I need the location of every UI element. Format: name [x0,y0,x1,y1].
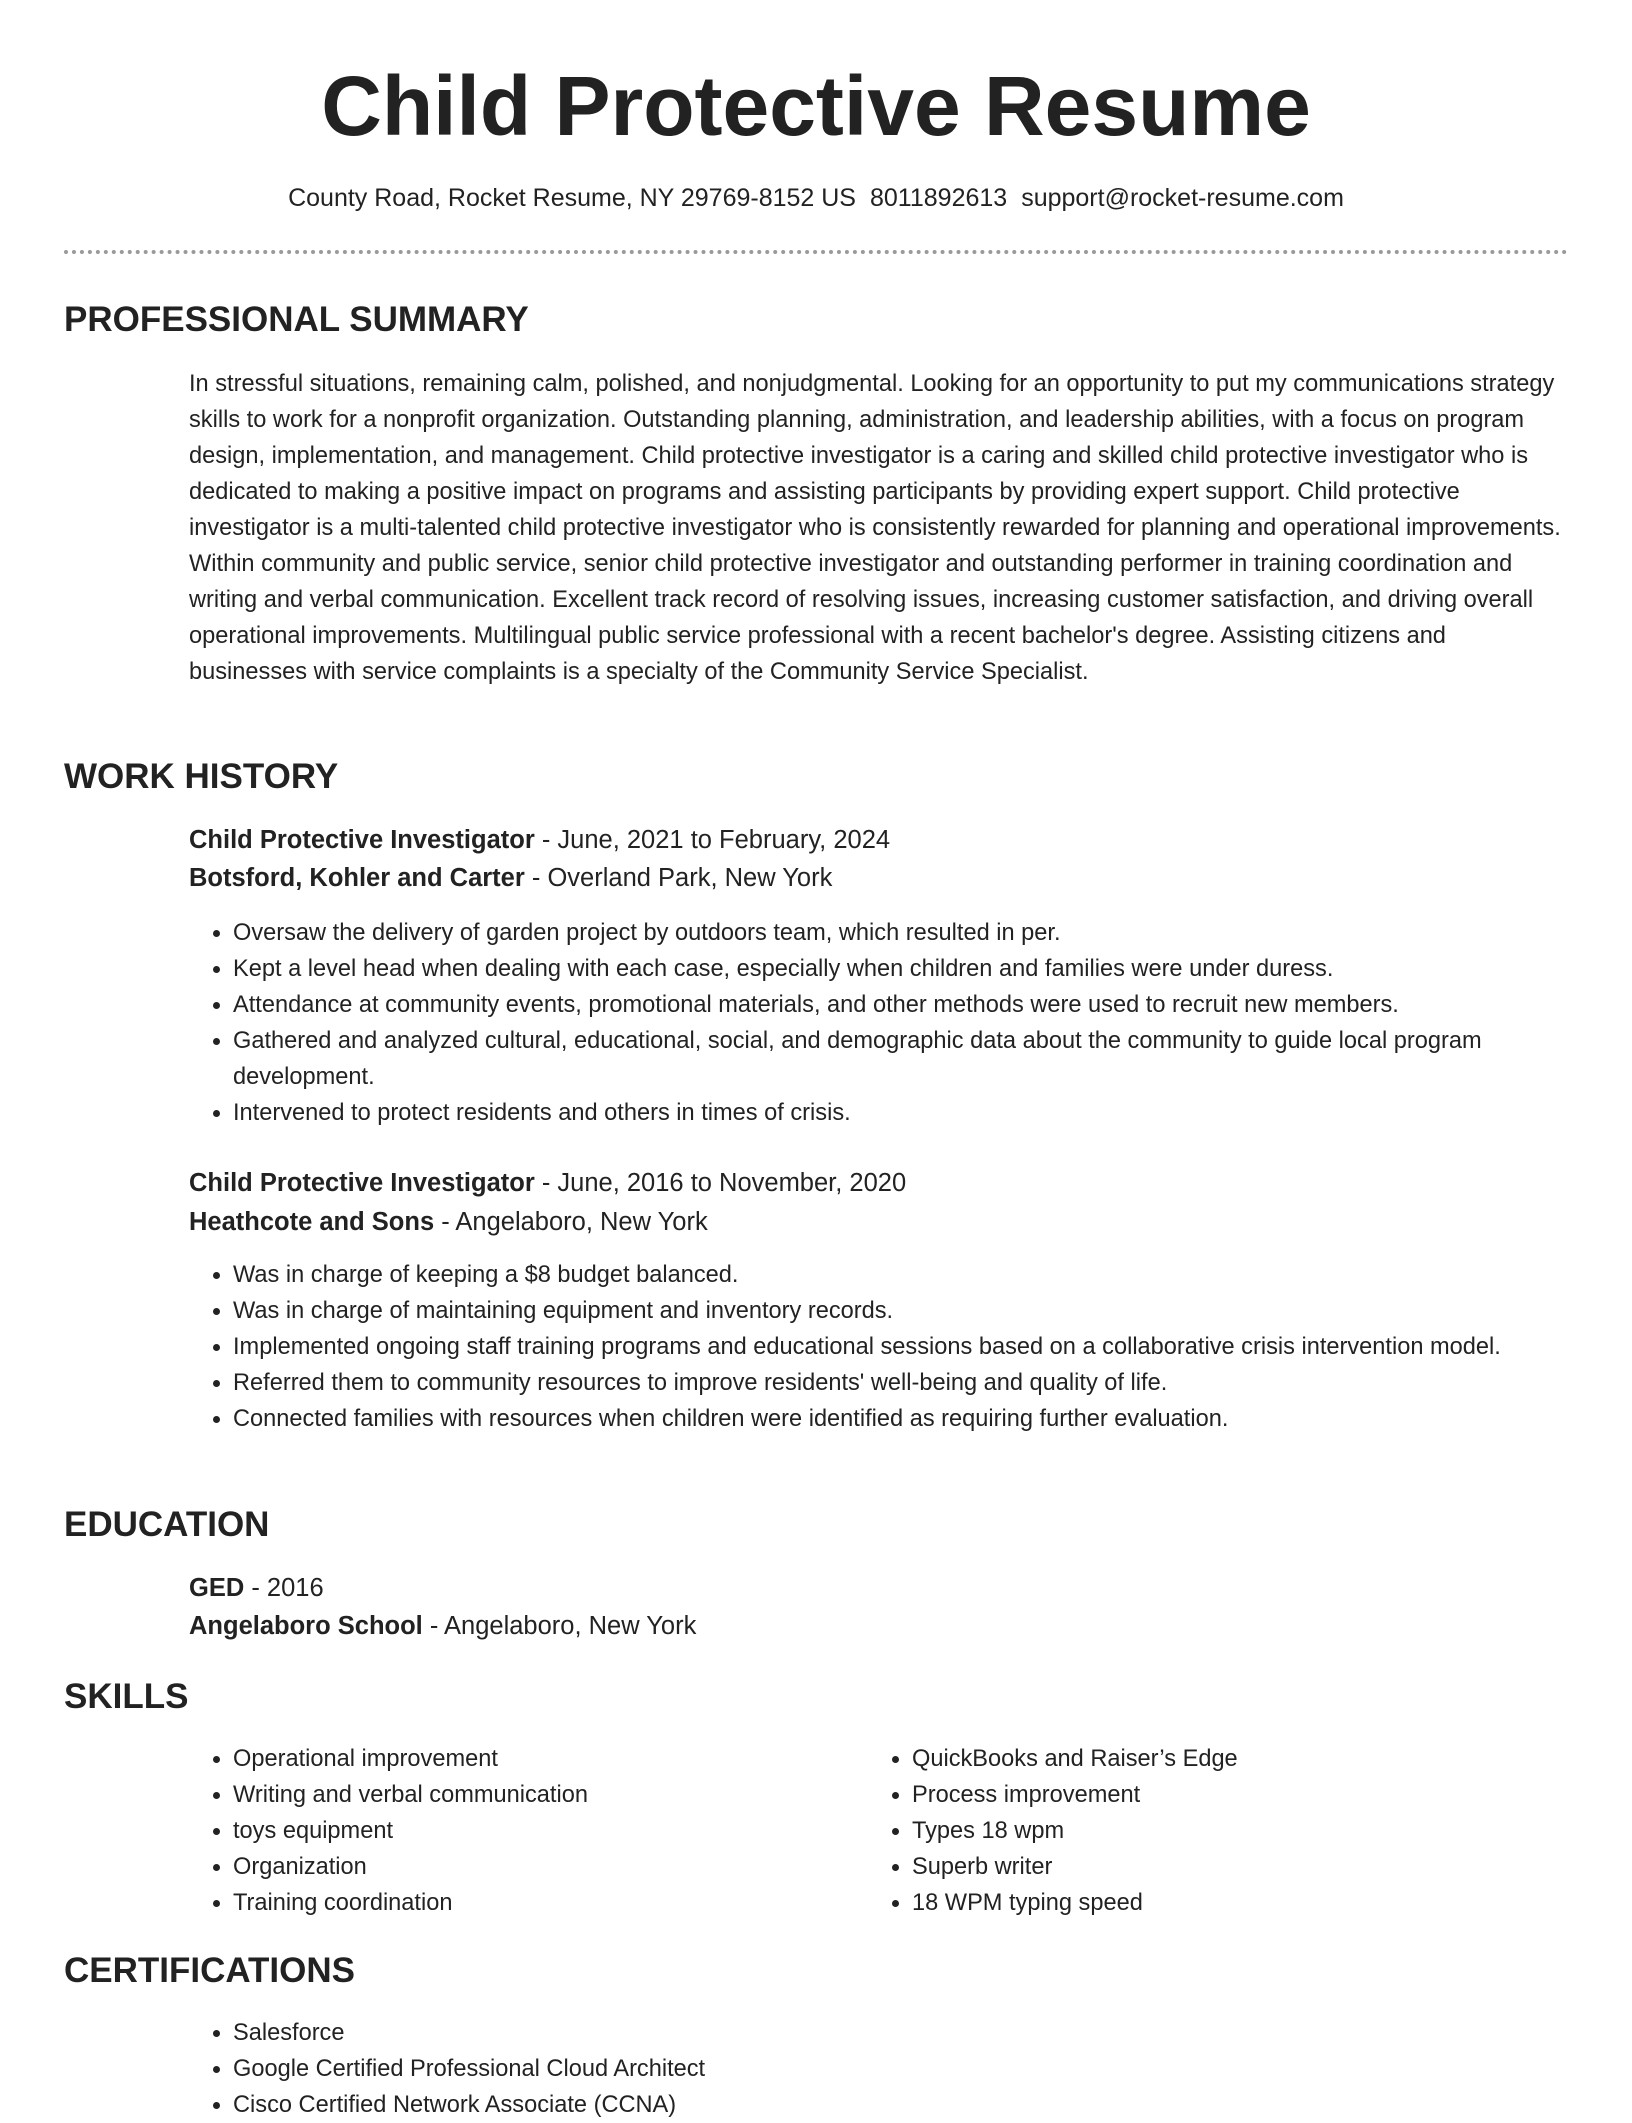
certifications-list [189,2015,1608,2123]
education-school: Angelaboro School [189,1612,423,1640]
header-divider [64,250,1568,254]
job-2-bullets [189,1257,1608,1437]
job-1-location: - Overland Park, New York [524,864,833,892]
list-item: • Cisco Certified Network Associate (CCNA) [233,2087,1608,2123]
job-2-role: Child Protective Investigator [189,1169,535,1197]
job-2-company: Heathcote and Sons [189,1208,435,1236]
list-item: • Kept a level head when dealing with each case, especially when children and families were under duress. [233,951,1608,987]
contact-phone: 8011892613 [870,184,1008,212]
job-1-company: Botsford, Kohler and Carter [189,864,525,892]
contact-email: support@rocket-resume.com [1021,184,1344,212]
education-degree-line [189,1569,324,1607]
section-title-certifications: CERTIFICATIONS [64,1951,356,1990]
education-degree: GED [189,1574,245,1602]
list-item: • Superb writer [912,1849,1532,1885]
job-2-location: - Angelaboro, New York [434,1208,708,1236]
section-title-skills: SKILLS [64,1677,189,1716]
list-item: • Attendance at community events, promotional materials, and other methods were used to recruit new members. [233,987,1608,1023]
education-year: - 2016 [244,1574,324,1602]
job-2-title-line [189,1164,906,1202]
list-item: • QuickBooks and Raiser’s Edge [912,1741,1532,1777]
job-1-bullets [189,915,1608,1131]
job-1-company-line [189,859,832,897]
list-item: • Implemented ongoing staff training programs and educational sessions based on a collaborative crisis intervention model. [233,1329,1608,1365]
job-1-title-line [189,821,890,859]
section-title-education: EDUCATION [64,1505,270,1544]
section-title-work-history: WORK HISTORY [64,757,339,796]
job-2-company-line [189,1203,708,1241]
list-item: • Was in charge of keeping a $8 budget balanced. [233,1257,1608,1293]
job-2-dates: - June, 2016 to November, 2020 [534,1169,907,1197]
list-item: • Google Certified Professional Cloud Architect [233,2051,1608,2087]
skills-list-left [189,1741,853,1921]
list-item: • Training coordination [233,1885,853,1921]
list-item: • toys equipment [233,1813,853,1849]
list-item: • Salesforce [233,2015,1608,2051]
list-item: • Connected families with resources when children were identified as requiring further evaluation. [233,1401,1608,1437]
list-item: • Process improvement [912,1777,1532,1813]
summary-text: In stressful situations, remaining calm, polished, and nonjudgmental. Looking for an opportunity to put my communications strategy skills to work for a nonprofit organization. Outstanding planning, administration, and leadership abilities, with a focus on program design, implementation, and management. Child protective investigator is a caring and skilled child protective investigator who is dedicated to making a positive impact on programs and assisting participants by providing expert support. Child protective investigator is a multi-talented child protective investigator who is consistently rewarded for planning and operational improvements. Within community and public service, senior child protective investigator and outstanding performer in training coordination and writing and verbal communication. Excellent track record of resolving issues, increasing customer satisfaction, and driving overall operational improvements. Multilingual public service professional with a recent bachelor's degree. Assisting citizens and businesses with service complaints is a specialty of the Community Service Specialist. [189,371,1561,685]
skills-list-right [868,1741,1532,1921]
contact-address: County Road, Rocket Resume, NY 29769-8152 US [288,184,856,212]
contact-line [0,180,1632,216]
list-item: • Was in charge of maintaining equipment and inventory records. [233,1293,1608,1329]
job-1-dates: - June, 2021 to February, 2024 [534,826,891,854]
job-1-role: Child Protective Investigator [189,826,535,854]
resume-name: Child Protective Resume [321,59,1311,153]
education-school-line [189,1607,696,1645]
list-item: • Gathered and analyzed cultural, educational, social, and demographic data about the community to guide local program development. [233,1023,1608,1095]
list-item: • Referred them to community resources to improve residents' well-being and quality of life. [233,1365,1608,1401]
section-title-summary: PROFESSIONAL SUMMARY [64,300,529,339]
list-item: • Writing and verbal communication [233,1777,853,1813]
education-location: - Angelaboro, New York [422,1612,697,1640]
list-item: • Types 18 wpm [912,1813,1532,1849]
list-item: • 18 WPM typing speed [912,1885,1532,1921]
list-item: • Organization [233,1849,853,1885]
list-item: • Intervened to protect residents and others in times of crisis. [233,1095,1608,1131]
list-item: • Oversaw the delivery of garden project by outdoors team, which resulted in per. [233,915,1608,951]
list-item: • Operational improvement [233,1741,853,1777]
